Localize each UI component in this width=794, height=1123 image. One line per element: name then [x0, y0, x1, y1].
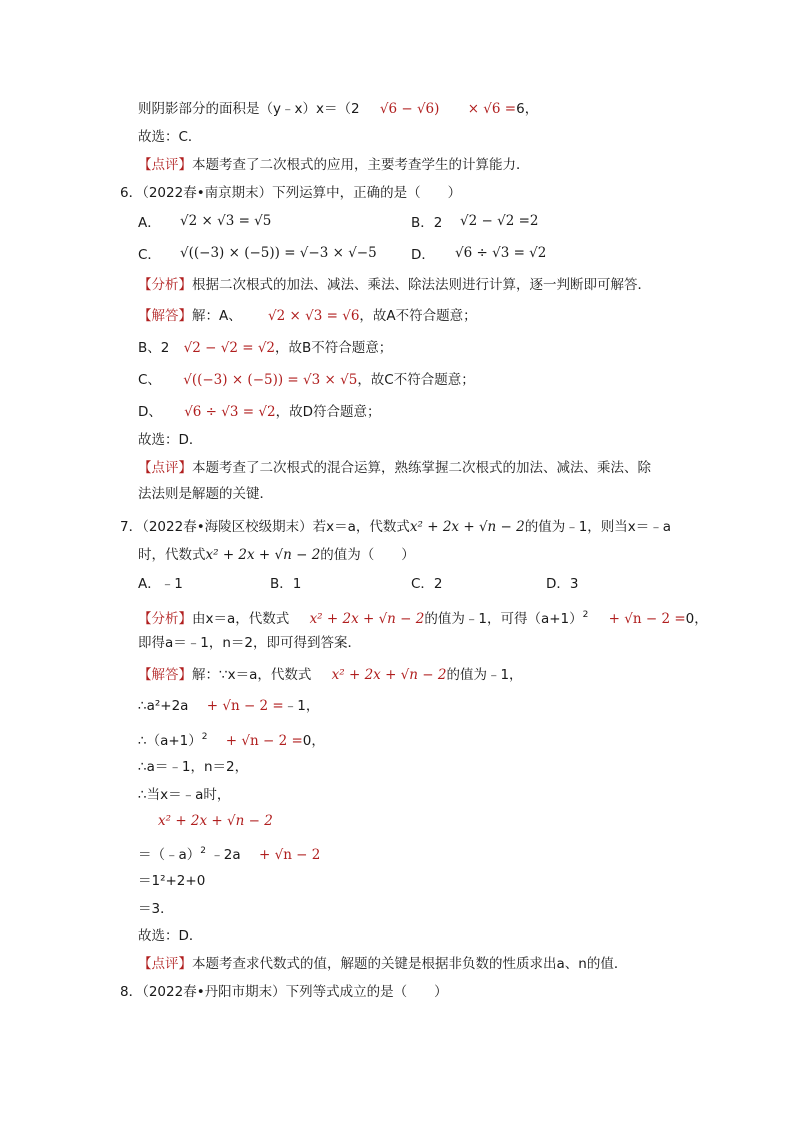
text: ﹣2a [210, 847, 241, 863]
text: 由x＝a，代数式 [192, 611, 290, 627]
solution-step-4: ∴当x＝﹣a时， [138, 787, 231, 803]
question-6-stem: 6．（2022春•南京期末）下列运算中，正确的是（ ） [120, 185, 462, 201]
comment-line-2: 法法则是解题的关键． [138, 486, 273, 502]
text: 的值为﹣1，可得（a+1） [424, 611, 583, 627]
math-expr: × √6 = [467, 101, 517, 117]
text: 的值为﹣1，则当x＝﹣a [524, 519, 672, 535]
question-7-stem [120, 517, 671, 537]
math-expr: + √n − 2 [258, 847, 321, 863]
math-expr: + √n − 2 = [225, 733, 303, 749]
math-expr: √6 − √6) [379, 101, 440, 117]
question-7-stem-2 [138, 545, 415, 565]
option-d: D．3 [546, 576, 579, 592]
math-expr: x² + 2x + √n − 2 [309, 611, 425, 627]
question-8-stem: 8．（2022春•丹阳市期末）下列等式成立的是（ ） [120, 984, 448, 1000]
option-c-expr: √((−3) × (−5)) = √−3 × √−5 [180, 245, 377, 261]
math-expr: √6 ÷ √3 = √2 [184, 404, 276, 420]
option-a-label: A． [138, 215, 161, 231]
math-expr: x² + 2x + √n − 2 [331, 667, 447, 683]
solution-a-line [138, 306, 477, 326]
answer-choice: 故选：D． [138, 432, 203, 448]
solution-d-line [138, 402, 380, 422]
text: 解：A、 [192, 308, 242, 324]
comment-tag: 【点评】 [138, 460, 192, 476]
analysis-tag: 【分析】 [138, 277, 192, 293]
text: ﹣1， [283, 698, 320, 714]
text: 则阴影部分的面积是（y﹣x）x＝（2 [138, 101, 360, 117]
option-a-expr: √2 × √3 = √5 [180, 213, 272, 229]
text: ，故A不符合题意； [359, 308, 477, 324]
solution-step-8: ＝3． [138, 901, 174, 917]
solution-step-2 [138, 727, 325, 751]
text: ∴（a+1） [138, 733, 202, 749]
solution-step-7: ＝1²+2+0 [138, 873, 206, 889]
text: 本题考查了二次根式的混合运算，熟练掌握二次根式的加法、减法、乘法、除 [192, 460, 651, 476]
math-expr: √2 × √3 = √6 [268, 308, 360, 324]
solution-line [138, 665, 523, 685]
text: B、2 [138, 340, 170, 356]
answer-choice: 故选：D． [138, 928, 203, 944]
text: ＝（﹣a） [138, 847, 201, 863]
math-expr: √2 − √2 = [460, 213, 530, 229]
text: 时，代数式 [138, 547, 206, 563]
analysis-line-2: 即得a＝﹣1，n＝2，即可得到答案． [138, 635, 362, 651]
solution-step-6 [138, 841, 320, 865]
option-d-label: D． [411, 247, 435, 263]
text: C、 [138, 372, 161, 388]
math-expr: x² + 2x + √n − 2 [409, 519, 525, 535]
text: 本题考查求代数式的值，解题的关键是根据非负数的性质求出a、n的值． [192, 956, 628, 972]
answer-choice: 故选：C． [138, 129, 202, 145]
comment-line [138, 458, 651, 478]
superscript-2: 2 [200, 846, 207, 856]
solution-step-5: x² + 2x + √n − 2 [158, 813, 273, 829]
solution-tag: 【解答】 [138, 667, 192, 683]
text: 0， [302, 733, 325, 749]
math-expr: + √n − 2 = [608, 611, 686, 627]
area-result-line [138, 99, 538, 119]
option-d-expr: √6 ÷ √3 = √2 [455, 245, 547, 261]
text: 解：∵x＝a，代数式 [192, 667, 312, 683]
solution-tag: 【解答】 [138, 308, 192, 324]
text: 本题考查了二次根式的应用，主要考查学生的计算能力． [192, 157, 530, 173]
comment-line [138, 155, 530, 175]
comment-tag: 【点评】 [138, 157, 192, 173]
text: D、 [138, 404, 162, 420]
text: ，故B不符合题意； [275, 340, 393, 356]
option-b-expr [460, 211, 538, 231]
math-expr: + √n − 2 = [206, 698, 284, 714]
text: 7．（2022春•海陵区校级期末）若x＝a，代数式 [120, 519, 410, 535]
analysis-line [138, 275, 651, 295]
text: ，故C不符合题意； [357, 372, 475, 388]
comment-line [138, 954, 627, 974]
solution-c-line [138, 370, 475, 390]
text: 6， [516, 101, 539, 117]
option-c: C．2 [411, 576, 443, 592]
superscript-2: 2 [582, 610, 589, 620]
superscript-2: 2 [201, 732, 208, 742]
text: 的值为（ ） [320, 547, 415, 563]
math-expr: √2 − √2 = √2 [183, 340, 276, 356]
math-expr: √((−3) × (−5)) = √3 × √5 [183, 372, 358, 388]
option-a: A．﹣1 [138, 576, 183, 592]
text: 2 [529, 213, 539, 229]
comment-tag: 【点评】 [138, 956, 192, 972]
solution-b-line [138, 338, 392, 358]
option-c-label: C． [138, 247, 161, 263]
solution-step-1 [138, 696, 319, 716]
analysis-tag: 【分析】 [138, 611, 192, 627]
analysis-line [138, 605, 708, 629]
text: 0， [685, 611, 708, 627]
text: ，故D符合题意； [275, 404, 381, 420]
math-expr: x² + 2x + √n − 2 [205, 547, 321, 563]
text: 根据二次根式的加法、减法、乘法、除法法则进行计算，逐一判断即可解答． [192, 277, 651, 293]
solution-step-3: ∴a＝﹣1，n＝2， [138, 759, 249, 775]
text: ∴a²+2a [138, 698, 189, 714]
option-b: B．1 [270, 576, 302, 592]
text: 的值为﹣1， [446, 667, 523, 683]
option-b-label: B．2 [411, 215, 443, 231]
